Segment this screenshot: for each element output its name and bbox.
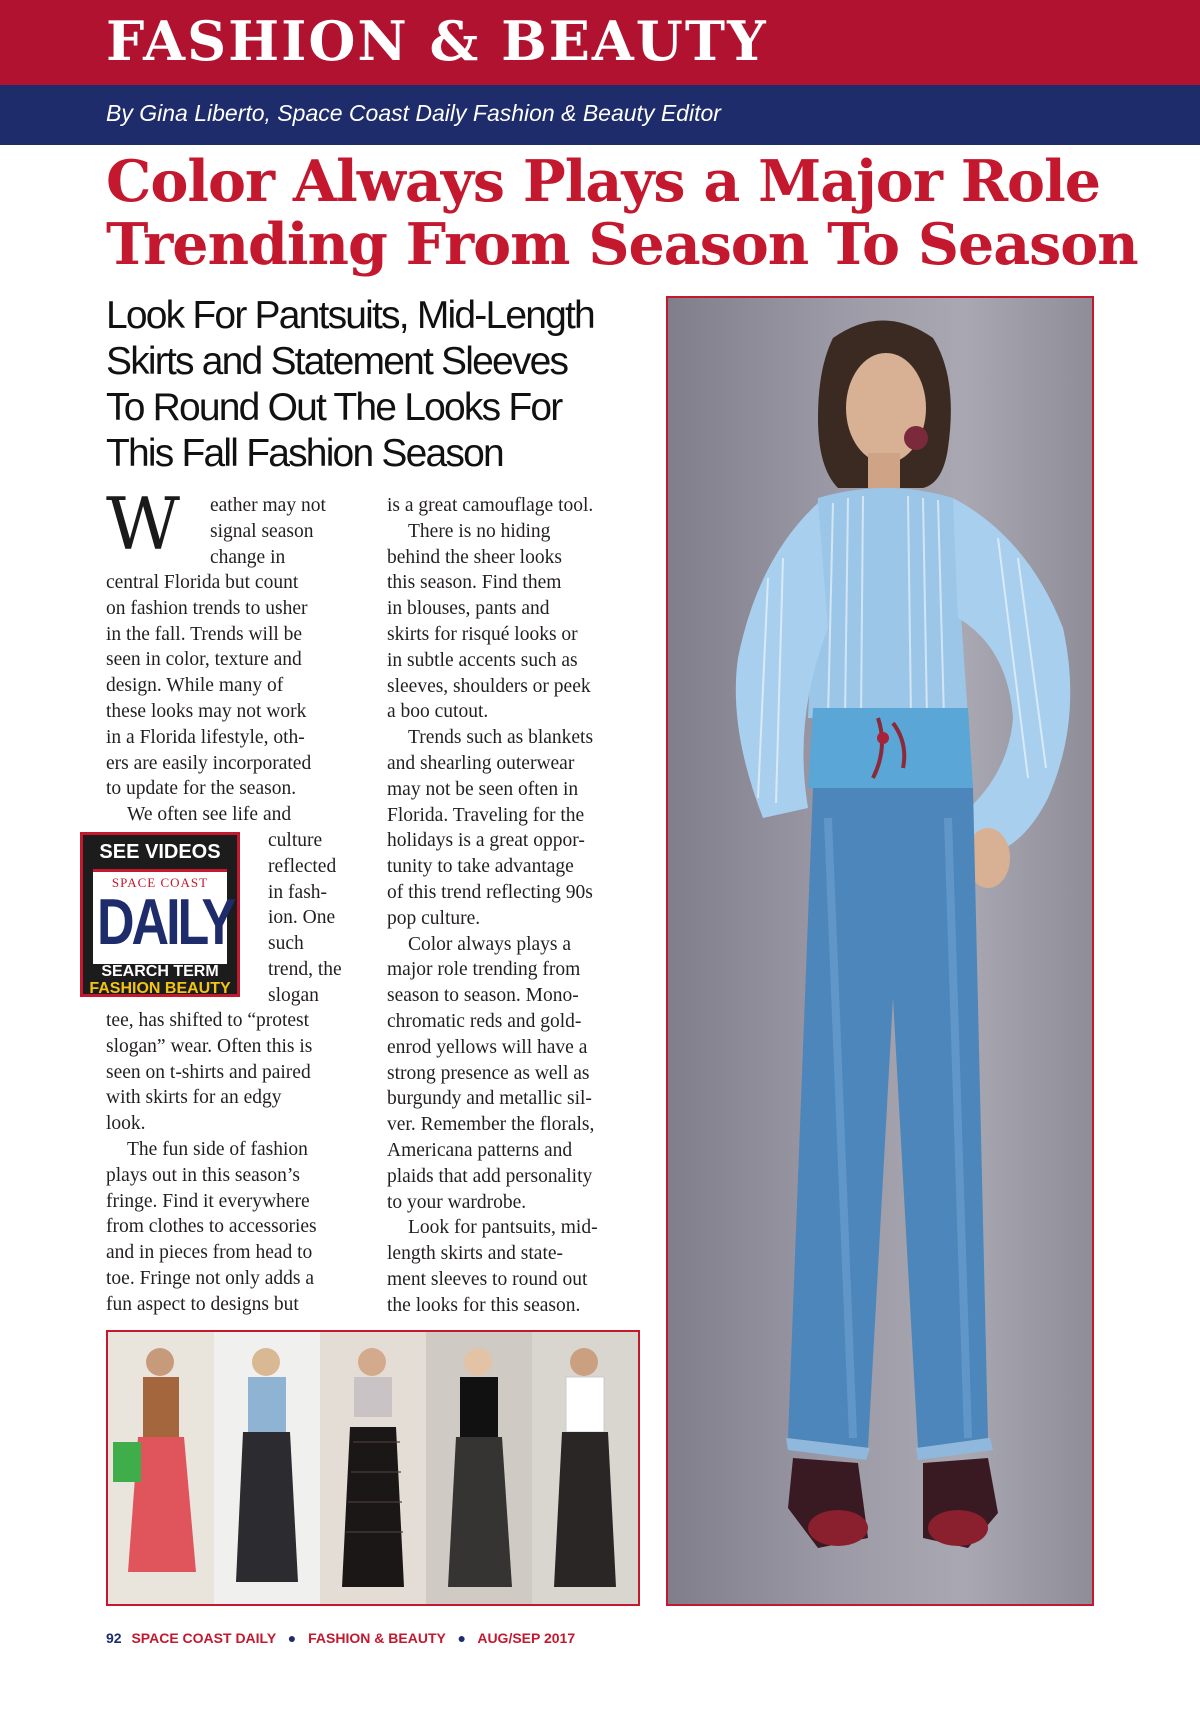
body-line: chromatic reds and gold- [387, 1010, 582, 1032]
fringe-looks-collage [108, 1332, 638, 1604]
body-line: in subtle accents such as [387, 649, 578, 671]
body-line: behind the sheer looks [387, 546, 562, 568]
body-line: season to season. Mono- [387, 985, 579, 1007]
body-line: plays out in this season’s [106, 1164, 300, 1186]
body-line: in a Florida lifestyle, oth- [106, 726, 305, 748]
body-line: toe. Fringe not only adds a [106, 1267, 314, 1289]
body-line: with skirts for an edgy [106, 1087, 282, 1109]
body-line: and shearling outerwear [387, 752, 575, 774]
body-line: fringe. Find it everywhere [106, 1190, 310, 1212]
body-line: to your wardrobe. [387, 1191, 527, 1213]
body-line: eather may not [210, 495, 326, 516]
body-line: tunity to take advantage [387, 856, 574, 878]
body-line: in the fall. Trends will be [106, 623, 303, 645]
body-line: burgundy and metallic sil- [387, 1088, 592, 1110]
badge-search-term-value: FASHION BEAUTY [89, 980, 231, 997]
section-title: FASHION & BEAUTY [106, 9, 768, 73]
footer-publication: SPACE COAST DAILY [131, 1630, 276, 1646]
body-line: central Florida but count [106, 572, 299, 593]
body-line: Color always plays a [408, 933, 572, 955]
subheadline-line: This Fall Fashion Season [106, 432, 503, 475]
body-line: from clothes to accessories [106, 1216, 317, 1238]
body-line: Florida. Traveling for the [387, 804, 585, 826]
drop-cap: W [106, 482, 181, 566]
space-coast-daily-logo [93, 869, 234, 964]
body-line: ers are easily incorporated [106, 752, 312, 774]
badge-search-term-label: SEARCH TERM [101, 963, 219, 980]
model-illustration [668, 298, 1092, 1604]
body-line: Americana patterns and [387, 1139, 573, 1161]
body-line: of this trend reflecting 90s [387, 881, 593, 903]
body-line: fun aspect to designs but [106, 1293, 299, 1315]
body-line: design. While many of [106, 675, 284, 697]
body-line: this season. Find them [387, 572, 562, 594]
body-line: major role trending from [387, 959, 581, 981]
body-line: look. [106, 1113, 146, 1135]
footer-separator: ● [457, 1630, 466, 1646]
body-line: sleeves, shoulders or peek [387, 675, 591, 697]
body-line: culture [268, 830, 323, 851]
logo-small-text: SPACE COAST [111, 875, 209, 890]
page-footer [106, 1630, 575, 1646]
fringe-looks-photo-strip [106, 1330, 640, 1606]
body-line: seen in color, texture and [106, 649, 302, 671]
body-line: ion. One [268, 907, 336, 929]
body-line: Trends such as blankets [408, 727, 594, 749]
body-line: slogan” wear. Often this is [106, 1035, 313, 1057]
body-line: skirts for risqué looks or [387, 623, 578, 645]
body-line: in blouses, pants and [387, 598, 550, 620]
body-line: There is no hiding [408, 520, 551, 542]
body-line: the looks for this season. [387, 1294, 581, 1316]
body-column-1-wrap [268, 828, 378, 1009]
headline-line: Color Always Plays a Major Role [106, 148, 1100, 215]
byline: By Gina Liberto, Space Coast Daily Fashion & Beauty Editor [106, 100, 721, 126]
body-line: to update for the season. [106, 778, 297, 800]
body-line: seen on t-shirts and paired [106, 1061, 311, 1083]
body-line: tee, has shifted to “protest [106, 1010, 310, 1031]
subheadline [106, 293, 646, 477]
page-number: 92 [106, 1630, 122, 1646]
body-line: slogan [268, 984, 319, 1006]
footer-issue: AUG/SEP 2017 [477, 1630, 576, 1646]
body-line: ment sleeves to round out [387, 1268, 588, 1290]
body-line: trend, the [268, 958, 342, 980]
body-line: plaids that add personality [387, 1165, 593, 1187]
body-line: may not be seen often in [387, 778, 579, 800]
body-column-1 [106, 570, 366, 828]
body-line: such [268, 933, 304, 955]
subheadline-line: Look For Pantsuits, Mid-Length [106, 294, 594, 337]
body-line: The fun side of fashion [127, 1138, 308, 1160]
body-line: enrod yellows will have a [387, 1036, 588, 1058]
subheadline-line: Skirts and Statement Sleeves [106, 340, 568, 383]
see-videos-badge[interactable] [80, 832, 240, 997]
body-column-2 [387, 493, 649, 1319]
subheadline-line: To Round Out The Looks For [106, 386, 562, 429]
body-column-1-bottom [106, 1008, 376, 1318]
body-line: a boo cutout. [387, 701, 489, 723]
body-line: signal season [210, 520, 314, 542]
body-line: on fashion trends to usher [106, 597, 308, 619]
body-line: and in pieces from head to [106, 1242, 313, 1264]
body-line: is a great camouflage tool. [387, 495, 594, 516]
hero-fashion-photo [666, 296, 1094, 1606]
headline [106, 150, 1186, 276]
footer-section: FASHION & BEAUTY [308, 1630, 446, 1646]
body-line: holidays is a great oppor- [387, 830, 585, 852]
body-line: We often see life and [127, 804, 292, 826]
body-line: these looks may not work [106, 700, 307, 722]
body-line: in fash- [268, 881, 328, 903]
logo-big-text: DAILY [97, 886, 234, 959]
body-line: pop culture. [387, 907, 481, 929]
body-line: strong presence as well as [387, 1062, 590, 1084]
body-line: Look for pantsuits, mid- [408, 1217, 598, 1239]
body-column-1-intro [210, 493, 370, 570]
footer-separator: ● [287, 1630, 297, 1646]
body-line: change in [210, 546, 286, 568]
body-line: reflected [268, 855, 337, 877]
body-line: length skirts and state- [387, 1243, 564, 1265]
badge-heading: SEE VIDEOS [99, 841, 221, 863]
headline-line: Trending From Season To Season [106, 211, 1138, 278]
body-line: ver. Remember the florals, [387, 1114, 595, 1136]
